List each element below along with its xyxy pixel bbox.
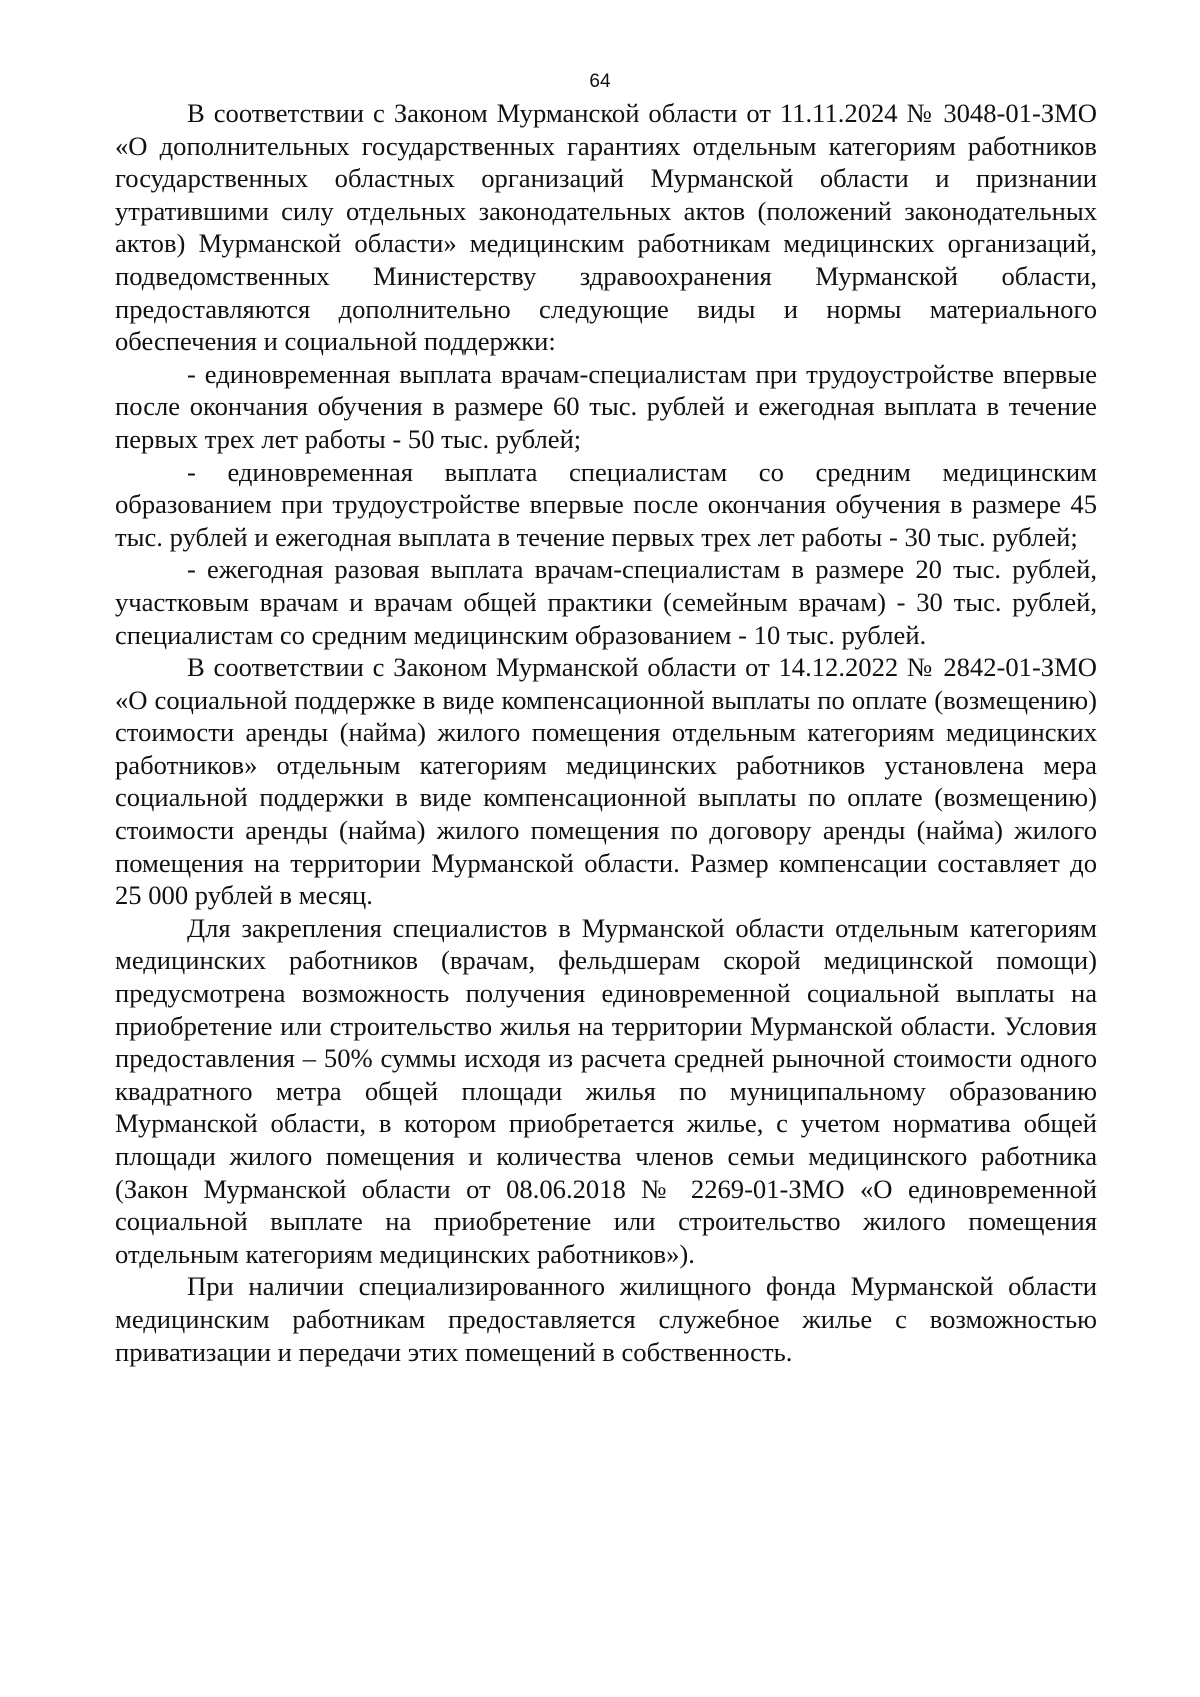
list-item-doctors-payment: - единовременная выплата врачам-специалистам при трудоустройстве впервые после окончания обучения в размере 60 тыс. рублей и ежегодная выплата в течение первых трех лет работы - 50 тыс. рублей; — [115, 358, 1097, 454]
list-item-nurses-payment: - единовременная выплата специалистам со средним медицинским образованием при трудоустройстве впервые после окончания обучения в размере 45 тыс. рублей и ежегодная выплата в течение первых трех лет работы - 30 тыс. рублей; — [115, 456, 1097, 552]
page-number: 64 — [589, 71, 611, 92]
paragraph-service-housing: При наличии специализированного жилищного фонда Мурманской области медицинским работникам предоставляется служебное жилье с возможностью приватизации и передачи этих помещений в собственность. — [115, 1271, 1097, 1367]
paragraph-housing-payment: Для закрепления специалистов в Мурманской области отдельным категориям медицинских работников (врачам, фельдшерам скорой медицинской помощи) предусмотрена возможность получения единовременной социальной выплаты на приобретение или строительство жилья на территории Мурманской области. Условия предоставления – 50% суммы исходя из расчета средней рыночной стоимости одного квадратного метра общей площади жилья по муниципальному образованию Мурманской области, в котором приобретается жилье, с учетом норматива общей площади жилого помещения и количества членов семьи медицинского работника (Закон Мурманской области от 08.06.2018 № 2269-01-ЗМО «О единовременной социальной выплате на приобретение или строительство жилого помещения отдельным категориям медицинских работников»). — [115, 912, 1097, 1269]
document-body — [115, 97, 1097, 1368]
paragraph-law-3048: В соответствии с Законом Мурманской области от 11.11.2024 № 3048-01-ЗМО «О дополнительных государственных гарантиях отдельным категориям работников государственных областных организаций Мурманской области и признании утратившими силу отдельных законодательных актов (положений законодательных актов) Мурманской области» медицинским работникам медицинских организаций, подведомственных Министерству здравоохранения Мурманской области, предоставляются дополнительно следующие виды и нормы материального обеспечения и социальной поддержки: — [115, 98, 1097, 357]
list-item-annual-payment: - ежегодная разовая выплата врачам-специалистам в размере 20 тыс. рублей, участковым врачам и врачам общей практики (семейным врачам) - 30 тыс. рублей, специалистам со средним медицинским образованием - 10 тыс. рублей. — [115, 554, 1097, 650]
paragraph-law-2842: В соответствии с Законом Мурманской области от 14.12.2022 № 2842-01-ЗМО «О социальной поддержке в виде компенсационной выплаты по оплате (возмещению) стоимости аренды (найма) жилого помещения отдельным категориям медицинских работников» отдельным категориям медицинских работников установлена мера социальной поддержки в виде компенсационной выплаты по оплате (возмещению) стоимости аренды (найма) жилого помещения по договору аренды (найма) жилого помещения на территории Мурманской области. Размер компенсации составляет до 25 000 рублей в месяц. — [115, 652, 1097, 911]
